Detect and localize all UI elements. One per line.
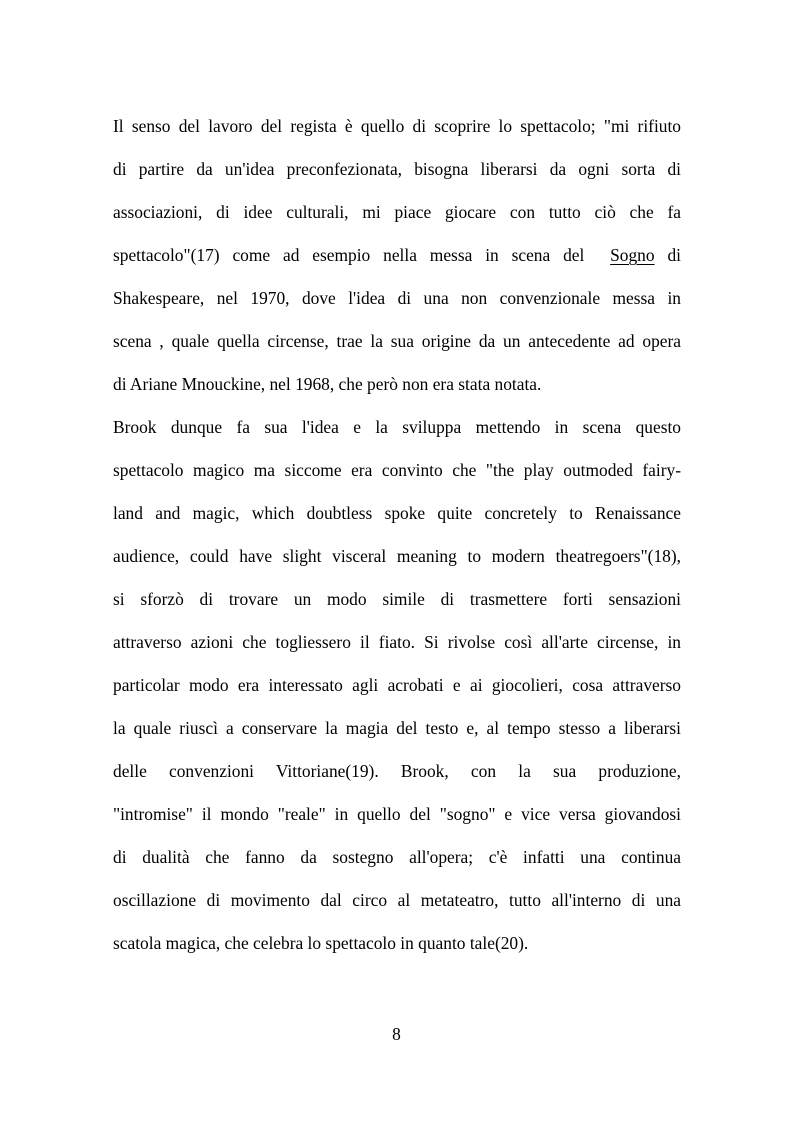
text-line: oscillazione di movimento dal circo al metateatro, tutto all'interno di una xyxy=(113,890,681,910)
text-line: di Ariane Mnouckine, nel 1968, che però non era stata notata. xyxy=(113,374,542,394)
text-line: Il senso del lavoro del regista è quello di scoprire lo spettacolo; "mi rifiuto xyxy=(113,116,681,136)
text-line: land and magic, which doubtless spoke quite concretely to Renaissance xyxy=(113,503,681,523)
text-line: si sforzò di trovare un modo simile di trasmettere forti sensazioni xyxy=(113,589,681,609)
text-line: "intromise" il mondo "reale" in quello del "sogno" e vice versa giovandosi xyxy=(113,804,681,824)
text-line xyxy=(113,241,681,284)
body-text xyxy=(113,112,681,972)
text-line: di dualità che fanno da sostegno all'opera; c'è infatti una continua xyxy=(113,847,681,867)
text-line: la quale riuscì a conservare la magia del testo e, al tempo stesso a liberarsi xyxy=(113,718,681,738)
text-line: scatola magica, che celebra lo spettacolo in quanto tale(20). xyxy=(113,933,529,953)
text-line: particolar modo era interessato agli acrobati e ai giocolieri, cosa attraverso xyxy=(113,675,681,695)
text-line: Brook dunque fa sua l'idea e la sviluppa mettendo in scena questo xyxy=(113,417,681,437)
page-number: 8 xyxy=(392,1024,401,1044)
text-line: spettacolo magico ma siccome era convinto che "the play outmoded fairy- xyxy=(113,460,681,480)
underlined-title-sogno: Sogno xyxy=(610,245,655,265)
text-line: di partire da un'idea preconfezionata, bisogna liberarsi da ogni sorta di xyxy=(113,159,681,179)
text-line: audience, could have slight visceral meaning to modern theatregoers"(18), xyxy=(113,546,681,566)
text-fragment: spettacolo"(17) come ad esempio nella messa in scena del xyxy=(113,245,585,265)
text-line: scena , quale quella circense, trae la sua origine da un antecedente ad opera xyxy=(113,331,681,351)
text-line: attraverso azioni che togliessero il fiato. Si rivolse così all'arte circense, in xyxy=(113,632,681,652)
text-fragment: di xyxy=(667,245,681,265)
text-line: Shakespeare, nel 1970, dove l'idea di una non convenzionale messa in xyxy=(113,288,681,308)
text-line: associazioni, di idee culturali, mi piace giocare con tutto ciò che fa xyxy=(113,202,681,222)
text-line: delle convenzioni Vittoriane(19). Brook, con la sua produzione, xyxy=(113,761,681,781)
